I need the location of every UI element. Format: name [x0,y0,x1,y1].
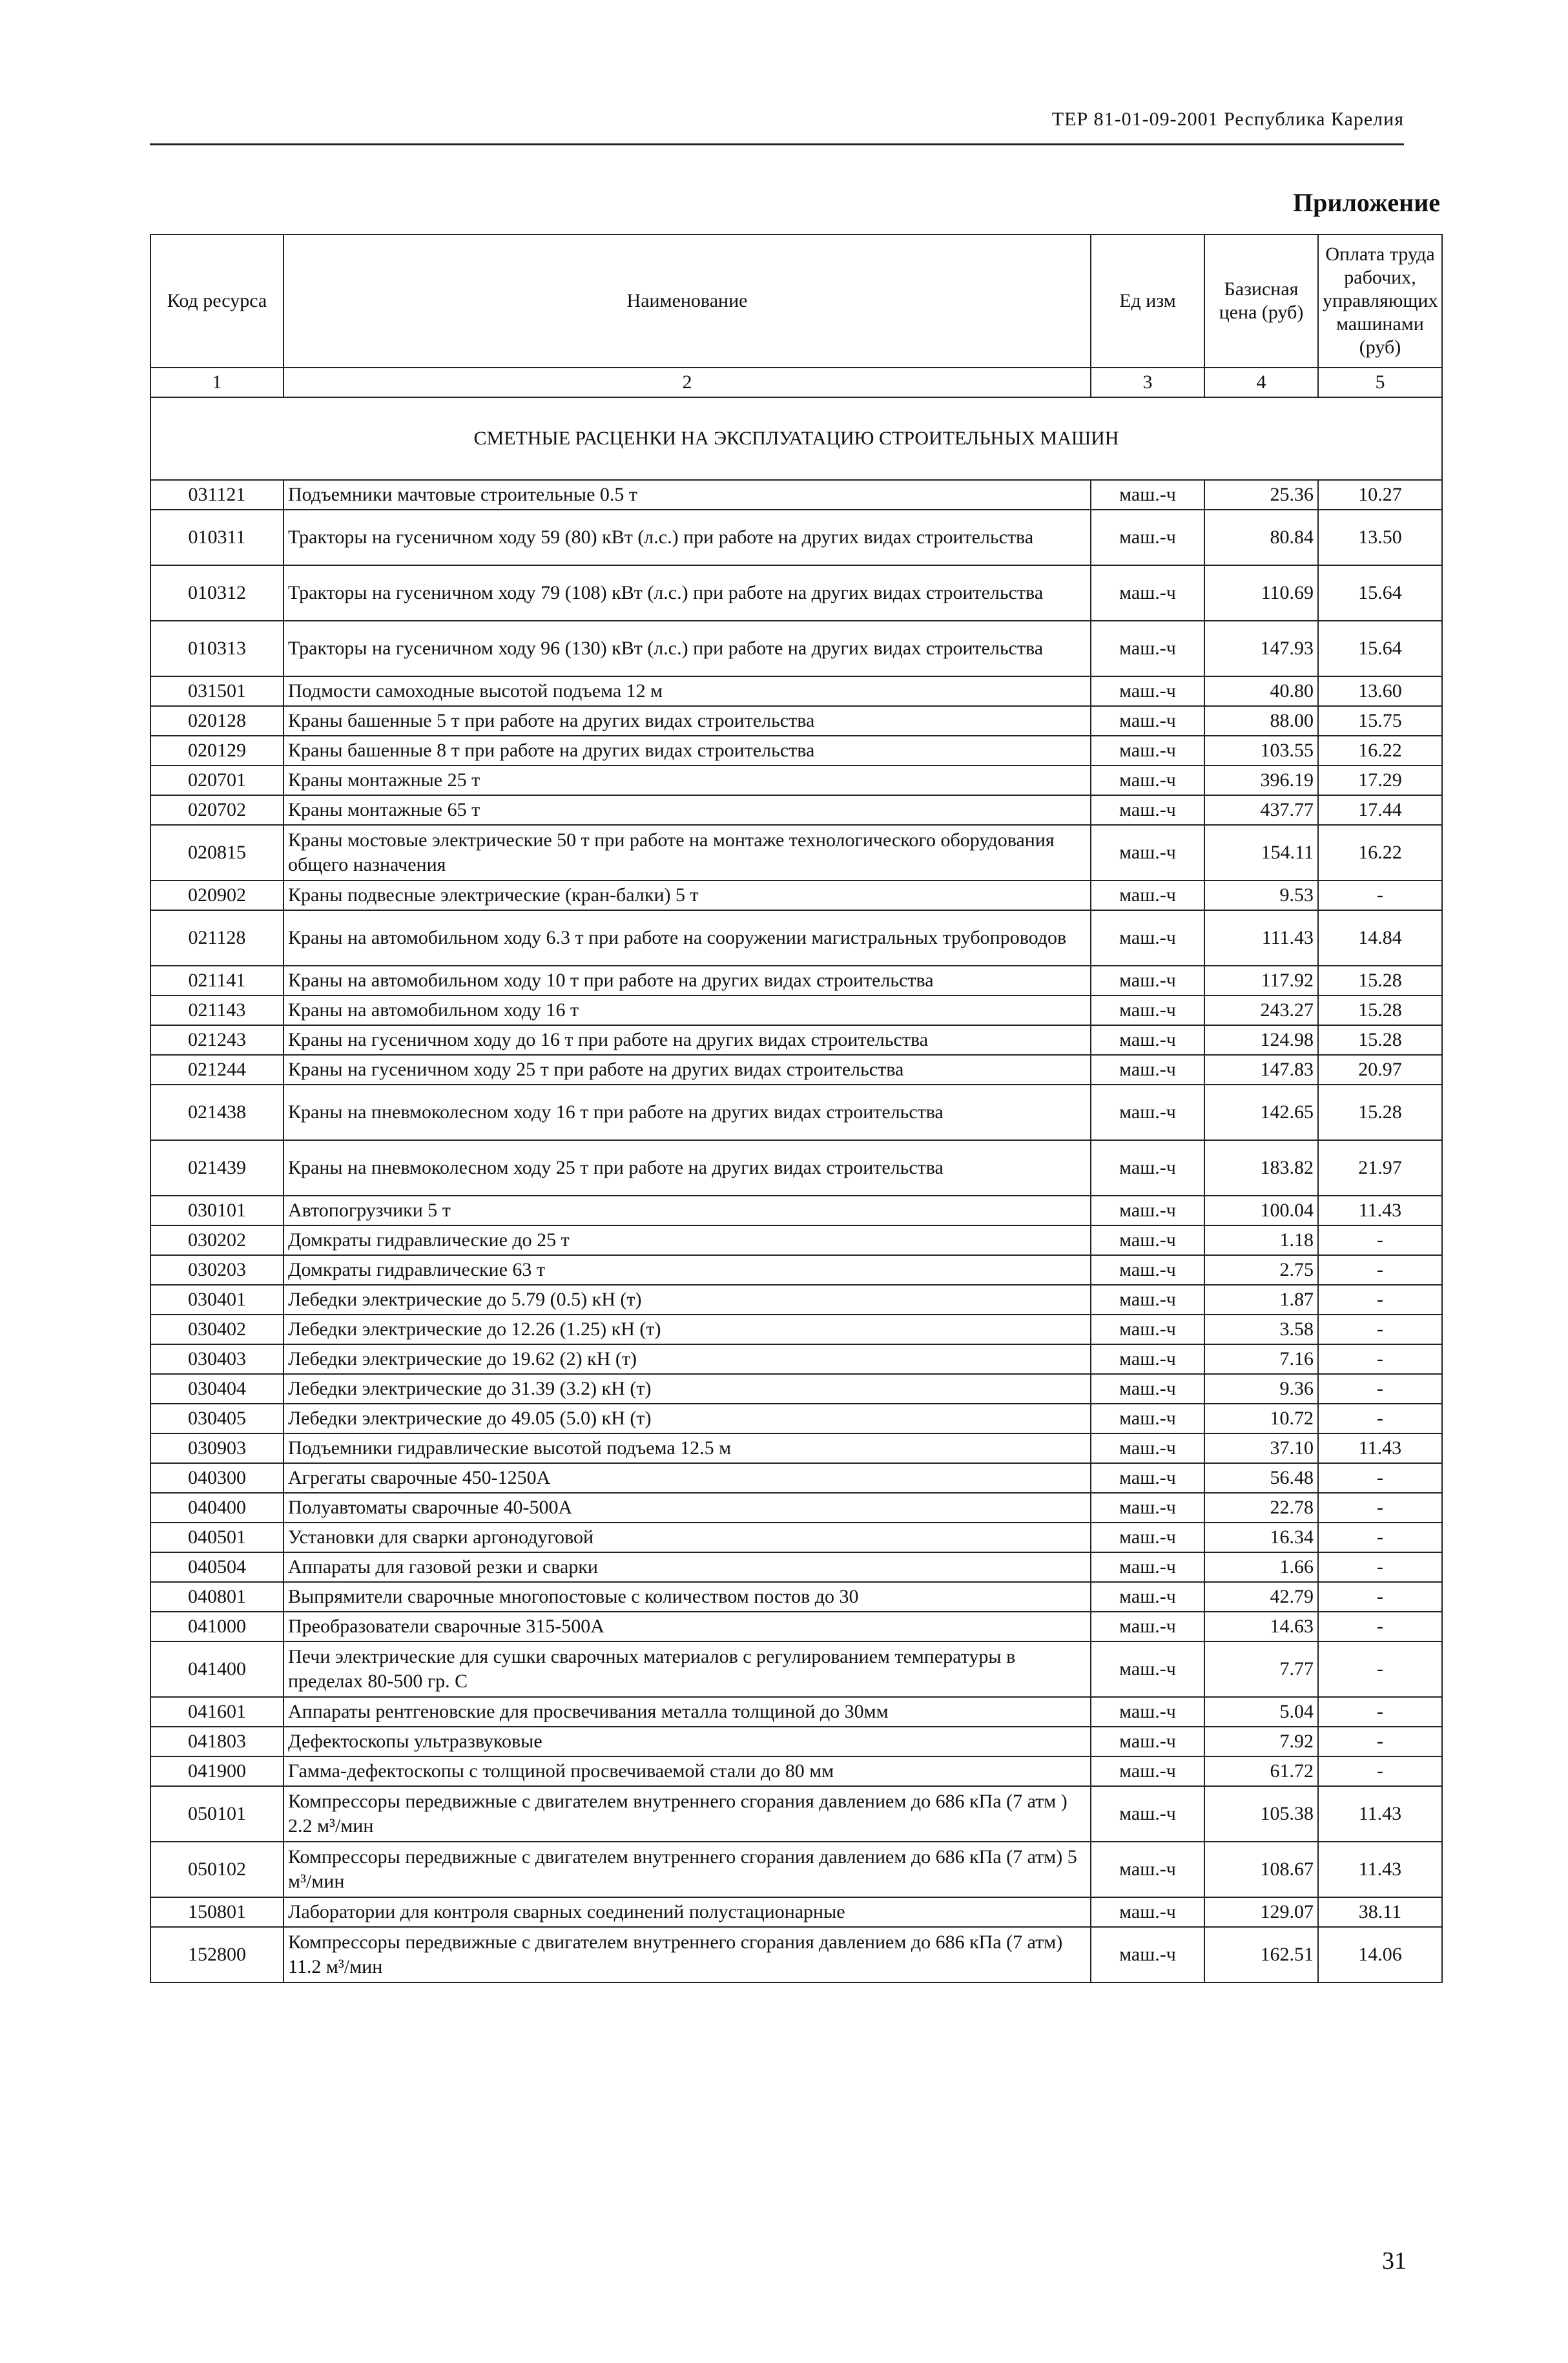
cell-unit: маш.-ч [1091,1641,1204,1697]
table-row [150,1523,1442,1552]
cell-name: Подмости самоходные высотой подъема 12 м [284,676,1091,706]
cell-code: 021141 [150,966,284,995]
cell-unit: маш.-ч [1091,1786,1204,1842]
cell-price: 40.80 [1204,676,1318,706]
cell-unit: маш.-ч [1091,1727,1204,1756]
cell-price: 124.98 [1204,1025,1318,1055]
cell-unit: маш.-ч [1091,1463,1204,1493]
cell-unit: маш.-ч [1091,1927,1204,1983]
cell-wage: 11.43 [1318,1842,1442,1897]
cell-wage: - [1318,1523,1442,1552]
cell-name: Полуавтоматы сварочные 40-500А [284,1493,1091,1523]
cell-code: 030401 [150,1285,284,1315]
cell-unit: маш.-ч [1091,1285,1204,1315]
cell-wage: 15.28 [1318,1085,1442,1140]
cell-name: Компрессоры передвижные с двигателем внутреннего сгорания давлением до 686 кПа (7 атм) 5 м³/мин [284,1842,1091,1897]
cell-code: 041900 [150,1756,284,1786]
cell-code: 021143 [150,995,284,1025]
appendix-title: Приложение [1293,188,1440,217]
cell-price: 10.72 [1204,1404,1318,1433]
cell-price: 3.58 [1204,1315,1318,1344]
cell-price: 2.75 [1204,1255,1318,1285]
cell-code: 050102 [150,1842,284,1897]
cell-code: 050101 [150,1786,284,1842]
cell-code: 020815 [150,825,284,880]
cell-code: 152800 [150,1927,284,1983]
cell-price: 16.34 [1204,1523,1318,1552]
cell-price: 7.92 [1204,1727,1318,1756]
cell-price: 1.66 [1204,1552,1318,1582]
cell-code: 030402 [150,1315,284,1344]
cell-unit: маш.-ч [1091,1842,1204,1897]
cell-unit: маш.-ч [1091,1897,1204,1927]
cell-price: 100.04 [1204,1196,1318,1225]
table-row [150,565,1442,621]
cell-code: 021438 [150,1085,284,1140]
cell-price: 37.10 [1204,1433,1318,1463]
cell-wage: - [1318,1344,1442,1374]
cell-price: 1.87 [1204,1285,1318,1315]
cell-wage: - [1318,1463,1442,1493]
table-row [150,1552,1442,1582]
table-row [150,1196,1442,1225]
cell-price: 22.78 [1204,1493,1318,1523]
cell-code: 010311 [150,510,284,565]
cell-code: 021128 [150,910,284,966]
page-number: 31 [1382,2247,1407,2275]
cell-price: 396.19 [1204,765,1318,795]
cell-code: 040501 [150,1523,284,1552]
cell-unit: маш.-ч [1091,1756,1204,1786]
cell-wage: 16.22 [1318,736,1442,765]
cell-wage: - [1318,1315,1442,1344]
cell-wage: - [1318,880,1442,910]
cell-price: 103.55 [1204,736,1318,765]
cell-unit: маш.-ч [1091,1344,1204,1374]
cell-code: 021439 [150,1140,284,1196]
cell-wage: 15.64 [1318,621,1442,676]
cell-code: 040400 [150,1493,284,1523]
cell-name: Аппараты рентгеновские для просвечивания металла толщиной до 30мм [284,1697,1091,1727]
table-row [150,1433,1442,1463]
cell-code: 010313 [150,621,284,676]
column-number-3: 3 [1091,368,1204,397]
table-row [150,1315,1442,1344]
cell-wage: 38.11 [1318,1897,1442,1927]
cell-name: Преобразователи сварочные 315-500А [284,1612,1091,1641]
table-row [150,1285,1442,1315]
cell-wage: 15.64 [1318,565,1442,621]
cell-price: 110.69 [1204,565,1318,621]
section-title: СМЕТНЫЕ РАСЦЕНКИ НА ЭКСПЛУАТАЦИЮ СТРОИТЕЛЬНЫХ МАШИН [150,397,1442,480]
cell-price: 105.38 [1204,1786,1318,1842]
cell-name: Краны башенные 8 т при работе на других видах строительства [284,736,1091,765]
cell-code: 041400 [150,1641,284,1697]
table-row [150,1025,1442,1055]
column-header-wage: Оплата труда рабочих, управляющих машинами (руб) [1318,234,1442,368]
cell-wage: - [1318,1612,1442,1641]
cell-name: Подъемники мачтовые строительные 0.5 т [284,480,1091,510]
cell-price: 162.51 [1204,1927,1318,1983]
cell-wage: - [1318,1756,1442,1786]
cell-price: 5.04 [1204,1697,1318,1727]
cell-wage: 11.43 [1318,1433,1442,1463]
cell-name: Выпрямители сварочные многопостовые с количеством постов до 30 [284,1582,1091,1612]
cell-name: Лебедки электрические до 5.79 (0.5) кН (т) [284,1285,1091,1315]
cell-unit: маш.-ч [1091,510,1204,565]
cell-unit: маш.-ч [1091,1552,1204,1582]
cell-unit: маш.-ч [1091,1523,1204,1552]
cell-code: 150801 [150,1897,284,1927]
cell-unit: маш.-ч [1091,1612,1204,1641]
table-row [150,676,1442,706]
cell-wage: 14.06 [1318,1927,1442,1983]
cell-unit: маш.-ч [1091,1433,1204,1463]
cell-name: Лебедки электрические до 12.26 (1.25) кН (т) [284,1315,1091,1344]
table-row [150,910,1442,966]
cell-unit: маш.-ч [1091,1374,1204,1404]
cell-wage: 17.44 [1318,795,1442,825]
cell-name: Тракторы на гусеничном ходу 59 (80) кВт (л.с.) при работе на других видах строительства [284,510,1091,565]
column-header-price: Базисная цена (руб) [1204,234,1318,368]
cell-code: 031121 [150,480,284,510]
cell-price: 88.00 [1204,706,1318,736]
cell-wage: - [1318,1641,1442,1697]
cell-name: Домкраты гидравлические 63 т [284,1255,1091,1285]
cell-name: Лаборатории для контроля сварных соединений полустационарные [284,1897,1091,1927]
cell-price: 80.84 [1204,510,1318,565]
column-header-code: Код ресурса [150,234,284,368]
section-row [150,397,1442,480]
cell-code: 030403 [150,1344,284,1374]
cell-unit: маш.-ч [1091,706,1204,736]
cell-name: Краны башенные 5 т при работе на других видах строительства [284,706,1091,736]
cell-code: 031501 [150,676,284,706]
cell-price: 142.65 [1204,1085,1318,1140]
cell-code: 030203 [150,1255,284,1285]
table-row [150,1085,1442,1140]
cell-unit: маш.-ч [1091,966,1204,995]
cell-wage: 17.29 [1318,765,1442,795]
cell-wage: - [1318,1285,1442,1315]
cell-wage: 13.60 [1318,676,1442,706]
cell-price: 61.72 [1204,1756,1318,1786]
cell-price: 25.36 [1204,480,1318,510]
table-row [150,1582,1442,1612]
cell-code: 030405 [150,1404,284,1433]
column-number-1: 1 [150,368,284,397]
cell-price: 9.36 [1204,1374,1318,1404]
cell-price: 14.63 [1204,1612,1318,1641]
cell-unit: маш.-ч [1091,1404,1204,1433]
cell-unit: маш.-ч [1091,480,1204,510]
table-row [150,1225,1442,1255]
table-row [150,621,1442,676]
cell-unit: маш.-ч [1091,565,1204,621]
cell-price: 437.77 [1204,795,1318,825]
table-row [150,1140,1442,1196]
cell-unit: маш.-ч [1091,1697,1204,1727]
table-row [150,966,1442,995]
cell-name: Лебедки электрические до 49.05 (5.0) кН (т) [284,1404,1091,1433]
column-number-4: 4 [1204,368,1318,397]
cell-code: 020129 [150,736,284,765]
cell-name: Печи электрические для сушки сварочных материалов с регулированием температуры в пределах 80-500 гр. С [284,1641,1091,1697]
cell-wage: 20.97 [1318,1055,1442,1085]
cell-price: 56.48 [1204,1463,1318,1493]
cell-code: 030404 [150,1374,284,1404]
cell-wage: 15.75 [1318,706,1442,736]
cell-price: 7.77 [1204,1641,1318,1697]
cell-unit: маш.-ч [1091,1055,1204,1085]
table-row [150,706,1442,736]
cell-price: 9.53 [1204,880,1318,910]
column-header-unit: Ед изм [1091,234,1204,368]
cell-wage: - [1318,1404,1442,1433]
rates-table [150,234,1443,1983]
table-row [150,736,1442,765]
cell-price: 111.43 [1204,910,1318,966]
cell-unit: маш.-ч [1091,1315,1204,1344]
cell-name: Аппараты для газовой резки и сварки [284,1552,1091,1582]
cell-unit: маш.-ч [1091,1225,1204,1255]
cell-unit: маш.-ч [1091,1255,1204,1285]
column-number-row [150,368,1442,397]
cell-price: 42.79 [1204,1582,1318,1612]
cell-name: Подъемники гидравлические высотой подъема 12.5 м [284,1433,1091,1463]
cell-name: Дефектоскопы ультразвуковые [284,1727,1091,1756]
cell-price: 154.11 [1204,825,1318,880]
cell-unit: маш.-ч [1091,1582,1204,1612]
cell-wage: - [1318,1255,1442,1285]
cell-price: 7.16 [1204,1344,1318,1374]
cell-wage: 15.28 [1318,966,1442,995]
table-row [150,1404,1442,1433]
cell-unit: маш.-ч [1091,1025,1204,1055]
cell-wage: - [1318,1493,1442,1523]
cell-wage: - [1318,1225,1442,1255]
cell-name: Автопогрузчики 5 т [284,1196,1091,1225]
table-row [150,1463,1442,1493]
cell-code: 030903 [150,1433,284,1463]
table-row [150,1697,1442,1727]
table-row [150,1756,1442,1786]
cell-name: Компрессоры передвижные с двигателем внутреннего сгорания давлением до 686 кПа (7 атм ) 2.2 м³/мин [284,1786,1091,1842]
cell-wage: 13.50 [1318,510,1442,565]
header-divider [150,143,1404,145]
table-row [150,1344,1442,1374]
cell-unit: маш.-ч [1091,765,1204,795]
cell-wage: - [1318,1697,1442,1727]
table-row [150,1927,1442,1983]
header-row [150,234,1442,368]
cell-code: 041601 [150,1697,284,1727]
cell-wage: 21.97 [1318,1140,1442,1196]
cell-name: Краны подвесные электрические (кран-балки) 5 т [284,880,1091,910]
cell-unit: маш.-ч [1091,1140,1204,1196]
table-row [150,995,1442,1025]
cell-name: Компрессоры передвижные с двигателем внутреннего сгорания давлением до 686 кПа (7 атм) 11.2 м³/мин [284,1927,1091,1983]
cell-name: Краны монтажные 65 т [284,795,1091,825]
cell-code: 010312 [150,565,284,621]
cell-unit: маш.-ч [1091,1196,1204,1225]
table-row [150,1612,1442,1641]
table-row [150,1493,1442,1523]
cell-name: Тракторы на гусеничном ходу 79 (108) кВт (л.с.) при работе на других видах строительства [284,565,1091,621]
table-row [150,1897,1442,1927]
cell-price: 147.83 [1204,1055,1318,1085]
cell-unit: маш.-ч [1091,795,1204,825]
cell-wage: 11.43 [1318,1786,1442,1842]
cell-unit: маш.-ч [1091,736,1204,765]
cell-unit: маш.-ч [1091,995,1204,1025]
cell-name: Краны на автомобильном ходу 16 т [284,995,1091,1025]
cell-price: 183.82 [1204,1140,1318,1196]
cell-wage: - [1318,1582,1442,1612]
cell-code: 040801 [150,1582,284,1612]
cell-price: 243.27 [1204,995,1318,1025]
table-row [150,1641,1442,1697]
table-row [150,765,1442,795]
document-header: ТЕР 81-01-09-2001 Республика Карелия [1051,109,1404,130]
cell-name: Краны мостовые электрические 50 т при работе на монтаже технологического оборудования общего назначения [284,825,1091,880]
cell-wage: 14.84 [1318,910,1442,966]
cell-name: Агрегаты сварочные 450-1250А [284,1463,1091,1493]
cell-price: 147.93 [1204,621,1318,676]
cell-code: 020701 [150,765,284,795]
cell-code: 020702 [150,795,284,825]
cell-name: Домкраты гидравлические до 25 т [284,1225,1091,1255]
table-body [150,397,1442,1983]
cell-name: Гамма-дефектоскопы с толщиной просвечиваемой стали до 80 мм [284,1756,1091,1786]
cell-name: Лебедки электрические до 31.39 (3.2) кН (т) [284,1374,1091,1404]
cell-code: 041000 [150,1612,284,1641]
cell-code: 030101 [150,1196,284,1225]
cell-name: Лебедки электрические до 19.62 (2) кН (т) [284,1344,1091,1374]
cell-code: 040504 [150,1552,284,1582]
table-row [150,795,1442,825]
cell-wage: 10.27 [1318,480,1442,510]
cell-unit: маш.-ч [1091,621,1204,676]
cell-price: 1.18 [1204,1225,1318,1255]
cell-wage: 11.43 [1318,1196,1442,1225]
cell-code: 020128 [150,706,284,736]
cell-code: 030202 [150,1225,284,1255]
cell-code: 021244 [150,1055,284,1085]
cell-wage: 15.28 [1318,1025,1442,1055]
column-number-2: 2 [284,368,1091,397]
table-row [150,1255,1442,1285]
table-row [150,1055,1442,1085]
table-row [150,825,1442,880]
table-row [150,1842,1442,1897]
cell-unit: маш.-ч [1091,1493,1204,1523]
table-row [150,1374,1442,1404]
cell-name: Краны на пневмоколесном ходу 16 т при работе на других видах строительства [284,1085,1091,1140]
cell-name: Тракторы на гусеничном ходу 96 (130) кВт (л.с.) при работе на других видах строительства [284,621,1091,676]
cell-name: Краны на автомобильном ходу 6.3 т при работе на сооружении магистральных трубопроводов [284,910,1091,966]
cell-wage: 16.22 [1318,825,1442,880]
cell-wage: - [1318,1374,1442,1404]
cell-code: 040300 [150,1463,284,1493]
cell-code: 041803 [150,1727,284,1756]
table-row [150,510,1442,565]
cell-name: Краны монтажные 25 т [284,765,1091,795]
cell-unit: маш.-ч [1091,676,1204,706]
table-row [150,1786,1442,1842]
column-header-name: Наименование [284,234,1091,368]
table-row [150,1727,1442,1756]
table-row [150,480,1442,510]
table-row [150,880,1442,910]
cell-wage: 15.28 [1318,995,1442,1025]
cell-name: Краны на автомобильном ходу 10 т при работе на других видах строительства [284,966,1091,995]
column-number-5: 5 [1318,368,1442,397]
cell-unit: маш.-ч [1091,880,1204,910]
cell-code: 021243 [150,1025,284,1055]
cell-code: 020902 [150,880,284,910]
cell-price: 117.92 [1204,966,1318,995]
cell-name: Установки для сварки аргонодуговой [284,1523,1091,1552]
cell-name: Краны на гусеничном ходу 25 т при работе на других видах строительства [284,1055,1091,1085]
cell-price: 129.07 [1204,1897,1318,1927]
cell-unit: маш.-ч [1091,910,1204,966]
cell-wage: - [1318,1727,1442,1756]
cell-name: Краны на гусеничном ходу до 16 т при работе на других видах строительства [284,1025,1091,1055]
cell-unit: маш.-ч [1091,825,1204,880]
cell-name: Краны на пневмоколесном ходу 25 т при работе на других видах строительства [284,1140,1091,1196]
cell-wage: - [1318,1552,1442,1582]
cell-price: 108.67 [1204,1842,1318,1897]
cell-unit: маш.-ч [1091,1085,1204,1140]
